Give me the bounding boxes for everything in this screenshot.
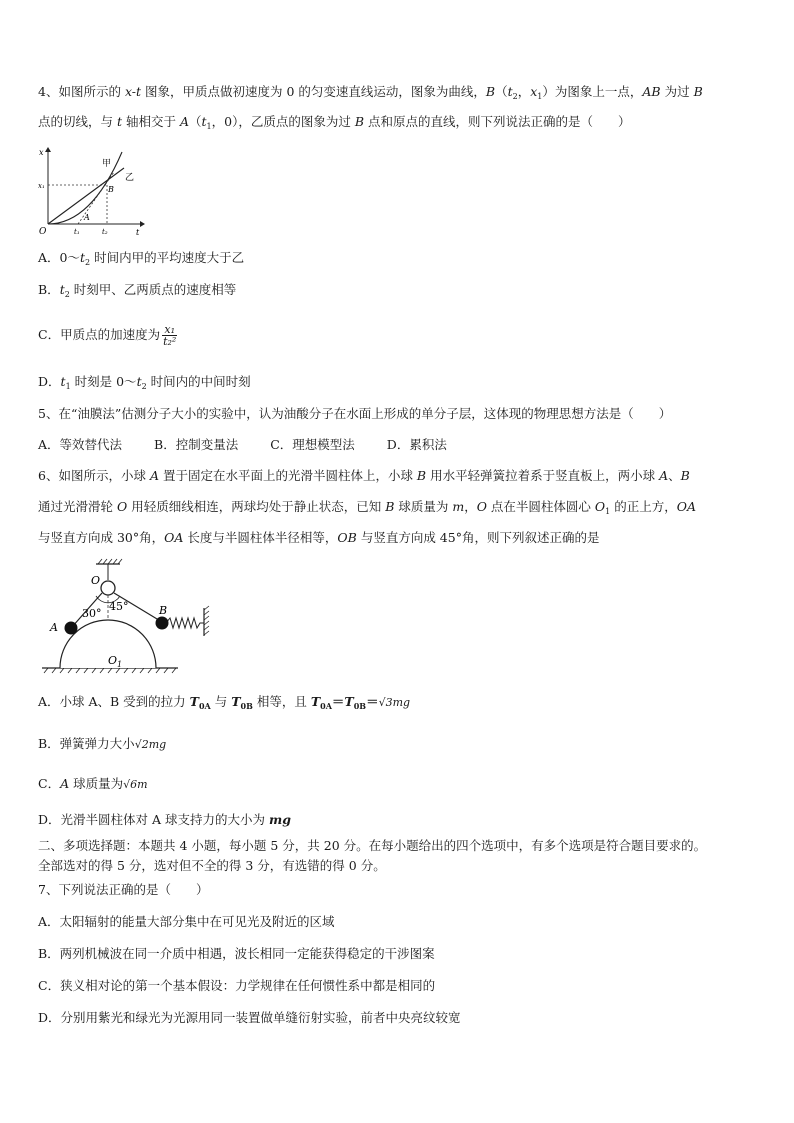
origin-label: O [39,227,47,237]
q6-option-d[interactable]: D．光滑半圆柱体对 A 球支持力的大小为 mg [38,812,291,827]
ball-b-label: B [159,604,168,617]
q4-option-a[interactable]: A．$0\sim t_2$ 时间内甲的平均速度大于乙 [38,250,245,267]
q6-option-c[interactable]: C．A 球质量为√6m [38,776,148,791]
q5-option-c[interactable]: C．理想模型法 [270,437,355,452]
q6-stem-line3: 与竖直方向成 30°角，OA 长度与半圆柱体半径相等，OB 与竖直方向成 45°角，则下列叙述正确的是 [38,530,600,545]
pulley-label-o: O [91,574,101,587]
q5-options [38,437,764,453]
q4-stem-line1: 4、如图所示的 x-t 图象，甲质点做初速度为 0 的匀变速直线运动，图象为曲线，$B(t_2$，$x_1$）为图象上一点，AB 为过 B [38,84,703,101]
section2-instructions-line2: 全部选对的得 5 分，选对但不全的得 3 分，有选错的得 0 分。 [38,858,386,873]
ball-a [65,622,78,635]
point-b-label: B [108,185,114,194]
t1-label: t₁ [74,228,80,236]
q4-stem-line2: 点的切线，与 t 轴相交于 $A(t_1$，0），乙质点的图象为过 B 点和原点的直线，则下列说法正确的是（ ） [38,114,631,131]
q4-option-b[interactable]: B．$t_2$ 时刻甲、乙两质点的速度相等 [38,282,237,299]
q7-option-d[interactable]: D．分别用紫光和绿光为光源用同一装置做单缝衍射实验，前者中央亮纹较宽 [38,1010,461,1025]
t2-label: t₂ [102,228,108,236]
q7-stem: 7、下列说法正确的是（ ） [38,882,209,897]
q5-option-b[interactable]: B．控制变量法 [154,437,239,452]
q4-option-c[interactable]: C．甲质点的加速度为 $\frac{\text{x₁}}{\text{t₂²}}$ [38,323,177,348]
angle-45-label: 45° [109,600,129,613]
q7-option-a[interactable]: A．太阳辐射的能量大部分集中在可见光及附近的区域 [38,914,335,929]
x-axis-label: x [39,148,44,157]
q4-xt-graph [36,142,146,238]
center-o1-label: $O_1$ [108,654,123,669]
angle-30-label: 30° [82,607,102,620]
jia-label: 甲 [102,159,112,169]
ball-a-label: A [50,621,58,634]
q5-option-d[interactable]: D．累积法 [386,437,447,452]
q5-option-a[interactable]: A．等效替代法 [38,437,123,452]
x1-label: x₁ [38,182,45,190]
section2-instructions-line1: 二、多项选择题：本题共 4 小题，每小题 5 分，共 20 分。在每小题给出的四个选项中，有多个选项是符合题目要求的。 [38,838,707,853]
yi-label: 乙 [125,173,135,183]
spring [166,618,204,628]
q4-option-d[interactable]: D．$t_1$ 时刻是 $0\sim t_2$ 时间内的中间时刻 [38,374,251,391]
t-axis-label: t [136,228,140,237]
ball-b [156,617,169,630]
q6-option-b[interactable]: B．弹簧弹力大小√2mg [38,736,167,751]
q7-option-c[interactable]: C．狭义相对论的第一个基本假设：力学规律在任何惯性系中都是相同的 [38,978,436,993]
point-a-label: A [84,213,90,222]
pulley-o [101,581,115,595]
q5-stem: 5、在“油膜法”估测分子大小的实验中，认为油酸分子在水面上形成的单分子层，这体现的物理思想方法是（ ） [38,406,672,421]
q6-semicylinder-figure [38,556,218,678]
q7-option-b[interactable]: B．两列机械波在同一介质中相遇，波长相同一定能获得稳定的干涉图案 [38,946,435,961]
q6-stem-line1: 6、如图所示，小球 A 置于固定在水平面上的光滑半圆柱体上，小球 B 用水平轻弹簧拉着系于竖直板上，两小球 A、B [38,468,690,483]
q6-option-a[interactable]: A．小球 A、B 受到的拉力 $T_{0A}$ 与 $T_{0B}$ 相等，且 $T_{0A}=T_{0B}=√3mg$ [38,694,411,711]
acceleration-fraction: $\frac{\text{x₁}}{\text{t₂²}}$ [163,323,177,348]
q6-stem-line2: 通过光滑滑轮 O 用轻质细线相连，两球均处于静止状态，已知 B 球质量为 m，O 点在半圆柱体圆心 $O_1$ 的正上方，OA [38,499,697,516]
